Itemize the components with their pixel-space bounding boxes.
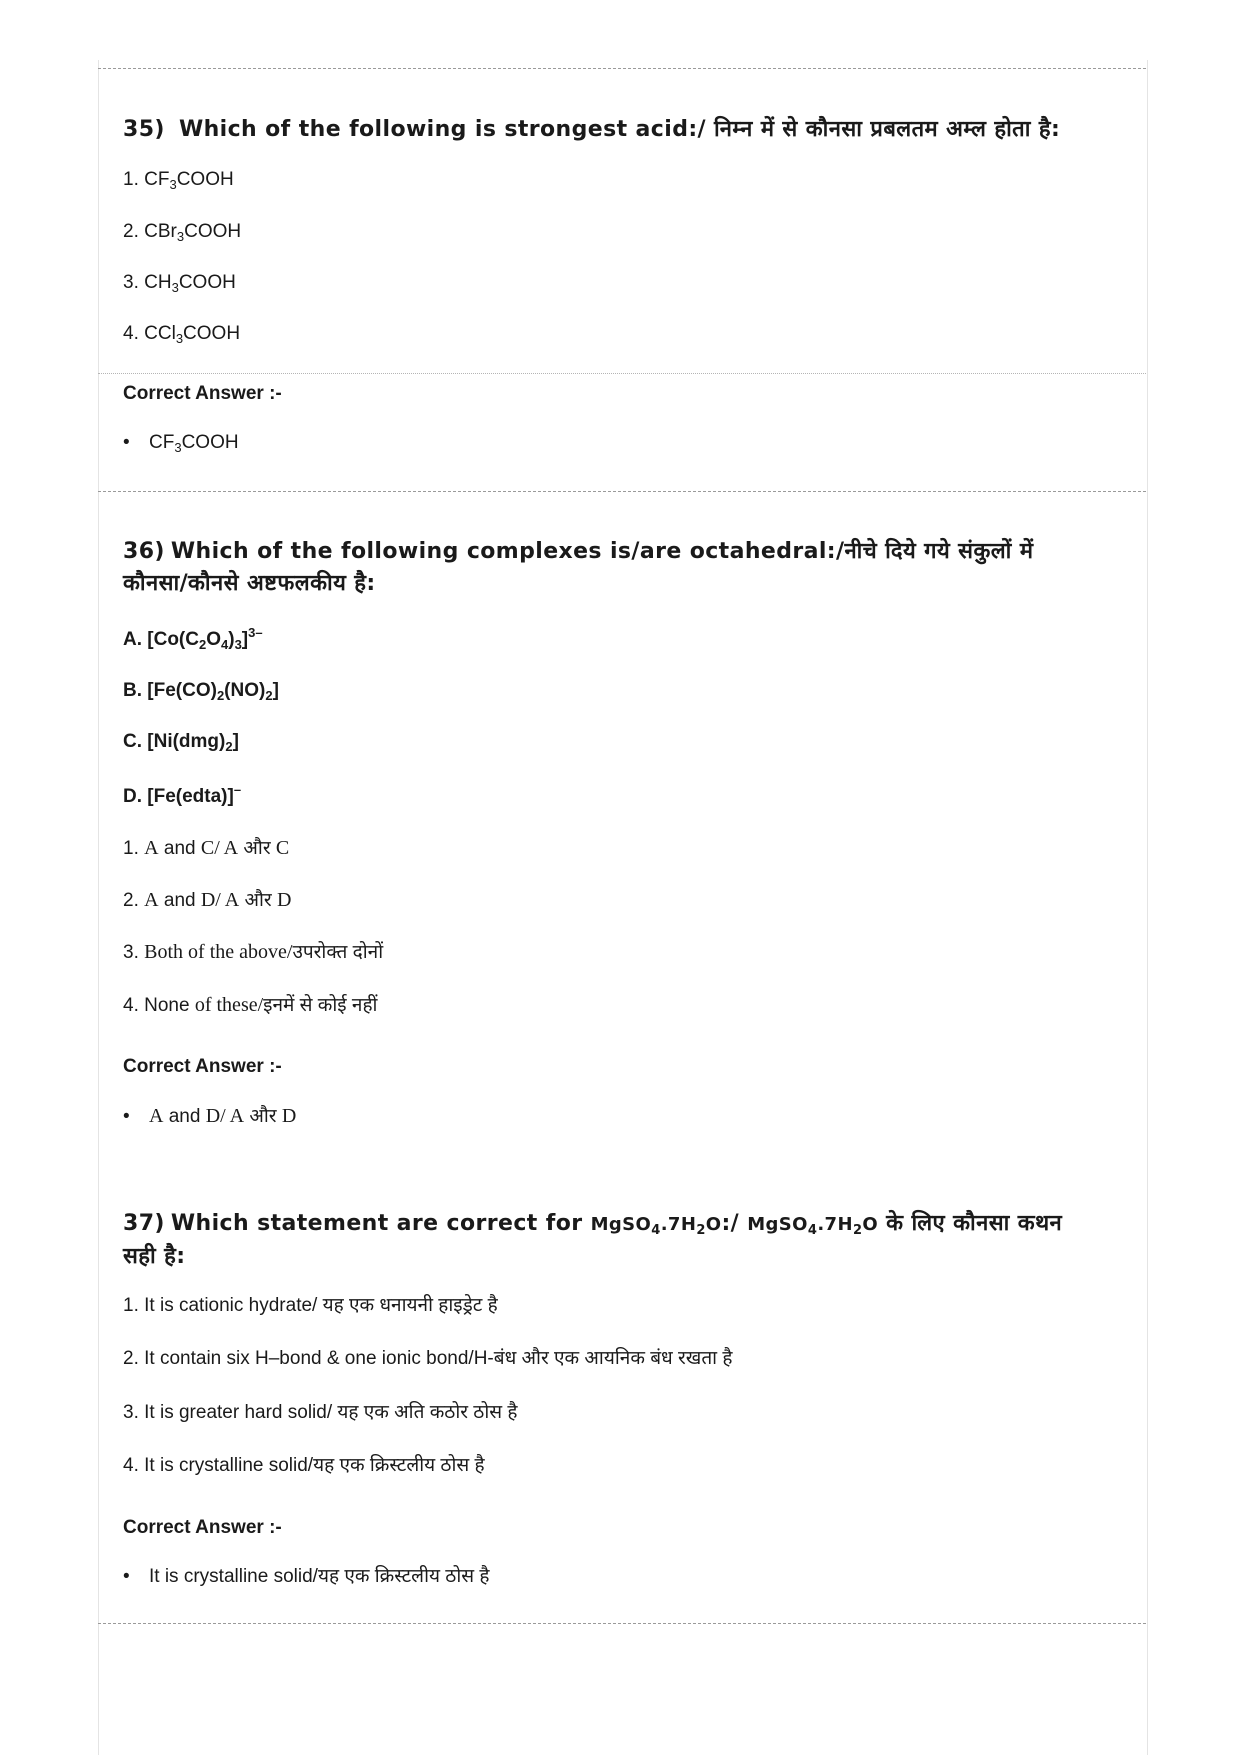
formula: $MgSO_4.7H_2O$ bbox=[590, 1214, 722, 1238]
q37-option-3[interactable]: 3. It is greater hard solid/ यह एक अति कठोर ठोस है bbox=[123, 1402, 518, 1423]
bullet-icon: • bbox=[123, 1566, 130, 1587]
divider-bottom bbox=[98, 1623, 1146, 1624]
bullet-icon: • bbox=[123, 432, 130, 453]
question-37-title: 37) Which statement are correct for $MgSO_4.7H_2O:/$ $MgSO_4.7H_2O$ के लिए कौनसा कथन सही है: bbox=[123, 1211, 1063, 1269]
question-text: Which of the following is strongest acid:/ निम्न में से कौनसा प्रबलतम अम्ल होता है: bbox=[178, 117, 1061, 142]
question-text-line2: सही है: bbox=[123, 1244, 186, 1269]
question-text-line2: कौनसा/कौनसे अष्टफलकीय है: bbox=[123, 571, 376, 596]
question-number: 37) bbox=[123, 1211, 165, 1236]
divider-q35-answer bbox=[98, 373, 1146, 374]
q36-statement-a: A. $[Co(C_2O_4)_3]^{3-}$ bbox=[123, 625, 263, 652]
q36-option-2[interactable]: 2. A and D/ A और D bbox=[123, 889, 292, 911]
q37-correct-answer-label: Correct Answer :- bbox=[123, 1517, 282, 1538]
q35-correct-answer: • $CF_3COOH$ bbox=[123, 432, 239, 455]
formula: $MgSO_4.7H_2O$ bbox=[747, 1214, 879, 1238]
q35-option-1[interactable]: 1. $CF_3COOH$ bbox=[123, 169, 234, 192]
question-text-line1: Which of the following complexes is/are octahedral:/नीचे दिये गये संकुलों में bbox=[170, 539, 1034, 564]
question-36-title bbox=[123, 536, 1113, 600]
q35-correct-answer-label: Correct Answer :- bbox=[123, 383, 282, 404]
q36-option-1[interactable]: 1. A and C/ A और C bbox=[123, 837, 290, 859]
bullet-icon: • bbox=[123, 1106, 130, 1127]
divider-q35-q36 bbox=[98, 491, 1146, 492]
q36-option-3[interactable]: 3. Both of the above/उपरोक्त दोनों bbox=[123, 941, 384, 963]
q37-option-1[interactable]: 1. It is cationic hydrate/ यह एक धनायनी हाइड्रेट है bbox=[123, 1295, 498, 1316]
question-number: 36) bbox=[123, 539, 165, 564]
q35-option-4[interactable]: 4. CCl$_3$COOH bbox=[123, 323, 241, 346]
q36-statement-d: D. [Fe(edta)]– bbox=[123, 782, 242, 807]
q36-statement-c: C. $[Ni(dmg)_2]$ bbox=[123, 731, 239, 754]
q36-statement-b: B. $[Fe(CO)_2(NO)_2]$ bbox=[123, 680, 279, 703]
question-35-title bbox=[123, 114, 1113, 146]
q36-correct-answer: • A and D/ A और D bbox=[123, 1103, 296, 1130]
divider-top bbox=[98, 68, 1146, 69]
q36-correct-answer-label: Correct Answer :- bbox=[123, 1056, 282, 1077]
q35-option-2[interactable]: 2. CBr$_3$COOH bbox=[123, 221, 242, 244]
question-number: 35) bbox=[123, 117, 165, 142]
q36-option-4[interactable]: 4. None of these/इनमें से कोई नहीं bbox=[123, 994, 378, 1016]
question-text: Which statement are correct for bbox=[170, 1211, 583, 1236]
q37-option-2[interactable]: 2. It contain six H–bond & one ionic bond/H-बंध और एक आयनिक बंध रखता है bbox=[123, 1348, 733, 1369]
q35-option-3[interactable]: 3. $CH_3COOH$ bbox=[123, 272, 236, 295]
q37-correct-answer: • It is crystalline solid/यह एक क्रिस्टलीय ठोस है bbox=[123, 1564, 489, 1590]
q37-option-4[interactable]: 4. It is crystalline solid/यह एक क्रिस्टलीय ठोस है bbox=[123, 1455, 485, 1476]
